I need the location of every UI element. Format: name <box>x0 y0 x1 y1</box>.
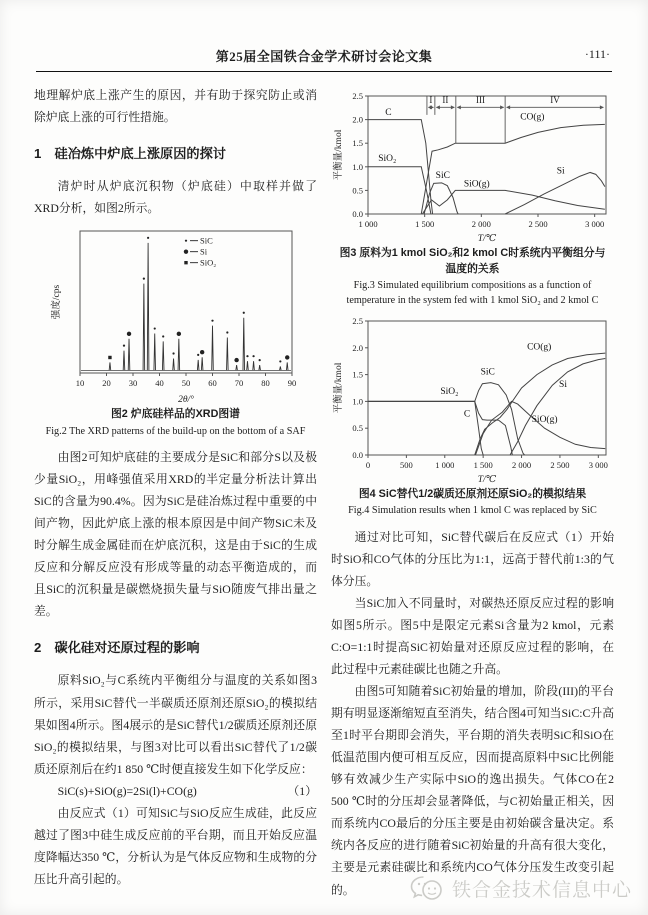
page-number: ·111· <box>584 47 610 61</box>
marker-dot <box>258 359 260 361</box>
xrd-peak <box>153 334 155 371</box>
fig3-equilibrium-chart <box>332 90 614 244</box>
y-tick-label: 0.0 <box>351 209 363 219</box>
y-tick-label: 2.5 <box>351 315 363 326</box>
curve-label: Si <box>558 379 567 390</box>
x-tick-label: 500 <box>399 459 413 470</box>
arrow-head <box>450 105 454 109</box>
x-tick-label: 60 <box>207 378 217 389</box>
y-tick-label: 1.0 <box>351 396 363 407</box>
x-tick-label: 0 <box>365 459 370 470</box>
series-SiO(g) <box>422 190 604 214</box>
intro-paragraph: 地理解炉底上涨产生的原因，并有助于探究防止或消除炉底上涨的可行性措施。 <box>34 88 317 125</box>
curve-label: Si <box>556 166 565 177</box>
curve-label: SiO₂ <box>377 154 396 165</box>
series-Si <box>510 358 605 454</box>
curve-label: CO(g) <box>519 112 544 123</box>
marker-dot <box>226 332 228 334</box>
x-tick-label: 3 000 <box>584 219 604 229</box>
page-header <box>0 0 648 72</box>
plot-frame <box>368 96 606 214</box>
marker-circle <box>126 332 130 336</box>
y-tick-label: 2.0 <box>351 342 363 353</box>
curve-label: SiC <box>435 171 450 182</box>
x-tick-label: 80 <box>260 378 270 389</box>
xrd-peak <box>235 365 237 370</box>
xrd-peak <box>143 284 145 371</box>
marker-dot <box>162 336 164 338</box>
series-CO(g) <box>421 124 605 214</box>
marker-dot <box>153 328 155 330</box>
marker-dot <box>172 353 174 355</box>
fig2-xrd-chart <box>50 225 302 405</box>
right-column <box>331 84 614 901</box>
xrd-peak <box>252 361 254 370</box>
x-tick-label: 70 <box>234 378 243 389</box>
region-label: IV <box>549 94 560 105</box>
xrd-peak <box>242 318 244 371</box>
region-label: I <box>428 94 432 105</box>
arrow-head <box>599 105 603 109</box>
xrd-peak <box>197 360 199 371</box>
y-tick-label: 1.5 <box>351 138 363 149</box>
x-tick-label: 10 <box>75 378 84 389</box>
equation-1-row <box>34 780 317 802</box>
watermark-logo-icon <box>409 874 445 902</box>
marker-circle <box>176 332 180 336</box>
y-tick-label: 0.5 <box>351 423 363 434</box>
x-tick-label: 1 500 <box>414 219 434 229</box>
marker-dot <box>184 240 186 242</box>
arrow-head <box>500 105 504 109</box>
x-axis-label: 2θ/° <box>177 395 194 406</box>
curve-label: SiO(g) <box>463 179 490 190</box>
marker-square <box>108 356 111 359</box>
xrd-peak <box>258 365 260 370</box>
xrd-peak <box>211 326 213 371</box>
figure-4-container <box>331 315 614 485</box>
y-tick-label: 1.5 <box>351 369 363 380</box>
two-column-body <box>0 72 648 901</box>
xrd-peak <box>279 367 281 371</box>
x-tick-label: 20 <box>101 378 111 389</box>
equation-1: SiC(s)+SiO(g)=2Si(l)+CO(g) <box>57 783 197 798</box>
region-label: III <box>475 94 485 105</box>
simulation-intro-paragraph: 原料SiO₂与C系统内平衡组分与温度的关系如图3所示，采用SiC替代一半碳质还原剂还原SiO₂的模拟结果如图4所示。图4展示的是SiC替代1/2碳质还原剂还原SiO₂的模拟结果，与图3对比可以看出SiC替代了1/2碳质还原剂后在约1 850 ℃时便直接发生如下化学反应： <box>34 673 317 776</box>
xrd-peak <box>109 363 111 371</box>
x-tick-label: 1 000 <box>357 219 378 229</box>
x-tick-label: 50 <box>181 378 190 389</box>
marker-circle <box>234 358 238 362</box>
x-axis-label: T/℃ <box>477 234 496 244</box>
curve-label: C <box>384 107 392 118</box>
curve-label: SiO(g) <box>531 414 558 425</box>
marker-dot <box>279 361 281 363</box>
marker-dot <box>246 355 248 357</box>
region-label: II <box>441 94 448 105</box>
xrd-peak <box>246 361 248 370</box>
plateau-discussion-paragraph: 由图5可知随着SiC初始量的增加，阶段(III)的平台期有明显逐渐缩短直至消失，结合图4可知当SiC:C升高至1时平台期即会消失，平台期的消失表明SiC和SiO在低温范围内便可相互反应，因而提高原料中SiC比例能够有效减少生产实际中SiO的逸出损失。气体CO在2 500 ℃时的分压却会显著降低，与C初始量正相关，因而系统内CO最后的分压主要是由初始碳含量决定。系统内各反应的进行随着SiC初始量的升高有很大变化，主要是元素硅碳比和系统内CO气体分压发生改变引起的。 <box>331 684 614 897</box>
y-axis-label: 平衡量/kmol <box>333 362 344 414</box>
fig3-caption-cn: 图3 原料为1 kmol SiO₂和2 kmol C时系统内平衡组分与温度的关系 <box>339 247 606 275</box>
marker-circle <box>199 350 203 354</box>
marker-dot <box>211 320 213 322</box>
reaction-discussion-paragraph: 由反应式（1）可知SiC与SiO反应生成硅，此反应越过了图3中硅生成反应前的平台期，而且开始反应温度降幅达350 ℃，分析认为是气体反应物和生成物的分压比升高引起的。 <box>34 806 317 887</box>
curve-label: SiC <box>480 367 495 378</box>
x-axis-label: T/℃ <box>477 474 496 485</box>
watermark-text: 铁合金技术信息中心 <box>451 879 632 901</box>
x-tick-label: 40 <box>154 378 164 389</box>
xrd-peak <box>286 363 288 371</box>
arrow-head <box>435 105 439 109</box>
x-tick-label: 3 000 <box>588 459 608 470</box>
series-SiO₂ <box>368 401 512 455</box>
x-tick-label: 2 500 <box>549 459 569 470</box>
curve-label: CO(g) <box>526 342 551 353</box>
x-tick-label: 2 500 <box>527 219 548 229</box>
series-SiO(g) <box>475 401 605 455</box>
x-tick-label: 30 <box>128 378 137 389</box>
marker-circle <box>183 250 187 254</box>
series-SiO₂ <box>368 167 431 214</box>
xrd-peak <box>162 342 164 371</box>
curve-label: SiO₂ <box>439 386 458 397</box>
marker-dot <box>142 278 144 280</box>
fig4-simulation-chart <box>332 315 614 485</box>
fig3-caption-en: Fig.3 Simulated equilibrium compositions as a function of temperature in the system fed with 1 kmol SiO₂ and 2 kmol C <box>346 280 599 306</box>
x-tick-label: 1 000 <box>434 459 454 470</box>
fig2-caption-cn: 图2 炉底硅样品的XRD图谱 <box>111 408 240 421</box>
fig4-caption-cn: 图4 SiC替代1/2碳质还原剂还原SiO₂的模拟结果 <box>358 487 587 500</box>
arrow-head <box>456 105 460 109</box>
fig2-caption-en: Fig.2 The XRD patterns of the build-up on the bottom of a SAF <box>45 425 306 437</box>
xrd-peak <box>172 359 174 371</box>
x-tick-label: 1 500 <box>473 459 493 470</box>
watermark <box>409 874 632 902</box>
pressure-ratio-paragraph: 通过对比可知，SiC替代碳后在反应式（1）开始时SiO和CO气体的分压比为1:1，远高于替代前1:3的气体分压。 <box>331 529 614 588</box>
equation-1-number: （1） <box>287 783 317 798</box>
xrd-peak <box>226 338 228 371</box>
legend-label: SiO₂ <box>199 257 216 268</box>
marker-dot <box>252 355 254 357</box>
sampling-paragraph: 清炉时从炉底沉积物（炉底硅）中取样并做了XRD分析，如图2所示。 <box>34 179 317 216</box>
marker-dot <box>242 312 244 314</box>
arrow-head <box>506 105 510 109</box>
fig4-caption-en: Fig.4 Simulation results when 1 kmol C was replaced by SiC <box>348 505 597 517</box>
y-tick-label: 2.0 <box>351 114 363 125</box>
y-axis-label: 平衡量/kmol <box>333 129 344 181</box>
xrd-peak <box>201 357 203 370</box>
xrd-peak <box>128 339 130 371</box>
figure-3-container <box>331 90 614 244</box>
legend-label: SiC <box>199 235 213 246</box>
marker-circle <box>285 355 289 359</box>
proceedings-title: 第25届全国铁合金学术研讨会论文集 <box>215 49 433 64</box>
curve-label: C <box>463 409 470 420</box>
plot-frame <box>368 321 606 455</box>
left-column <box>34 84 317 901</box>
marker-square <box>184 261 187 264</box>
marker-dot <box>197 354 199 356</box>
y-axis-label: 强度/cps <box>51 285 62 320</box>
sic-amount-paragraph: 当SiC加入不同量时，对碳热还原反应过程的影响如图5所示。图5中是限定元素Si含量为2 kmol，元素C:O=1:1时提高SiC初始量对还原反应过程的影响，在此过程中元素硅碳比也随之升高。 <box>331 595 614 677</box>
section-2-heading: 2 碳化硅对还原过程的影响 <box>34 640 200 656</box>
xrd-peak <box>147 243 149 371</box>
x-tick-label: 2 000 <box>511 459 531 470</box>
y-tick-label: 1.0 <box>351 161 363 172</box>
section-1-heading: 1 硅冶炼中炉底上涨原因的探讨 <box>34 146 226 162</box>
y-tick-label: 0.0 <box>351 449 363 460</box>
marker-dot <box>122 345 124 347</box>
y-tick-label: 2.5 <box>351 91 363 101</box>
series-SiC <box>424 183 458 214</box>
x-tick-label: 90 <box>287 378 296 389</box>
legend-label: Si <box>199 246 207 257</box>
xrd-peak <box>178 339 180 371</box>
xrd-peak <box>123 351 125 371</box>
x-tick-label: 2 000 <box>471 219 491 229</box>
marker-dot <box>147 237 149 239</box>
xrd-analysis-paragraph: 由图2可知炉底硅的主要成分是SiC和部分S以及极少量SiO₂，用峰强值采用XRD的半定量分析法计算出SiC的含量为90.4%。因为SiC是硅冶炼过程中重要的中间产物，因此炉底上涨的根本原因是中间产物SiC未及时分解生成金属硅而在炉底沉积，这是由于SiC的生成反应和分解反应没有形成等量的动态平衡造成的，而且SiC的沉积量是碳燃烧损失量与SiO随废气排出量之差。 <box>34 450 317 619</box>
y-tick-label: 0.5 <box>351 185 363 196</box>
figure-2-container <box>34 225 317 405</box>
